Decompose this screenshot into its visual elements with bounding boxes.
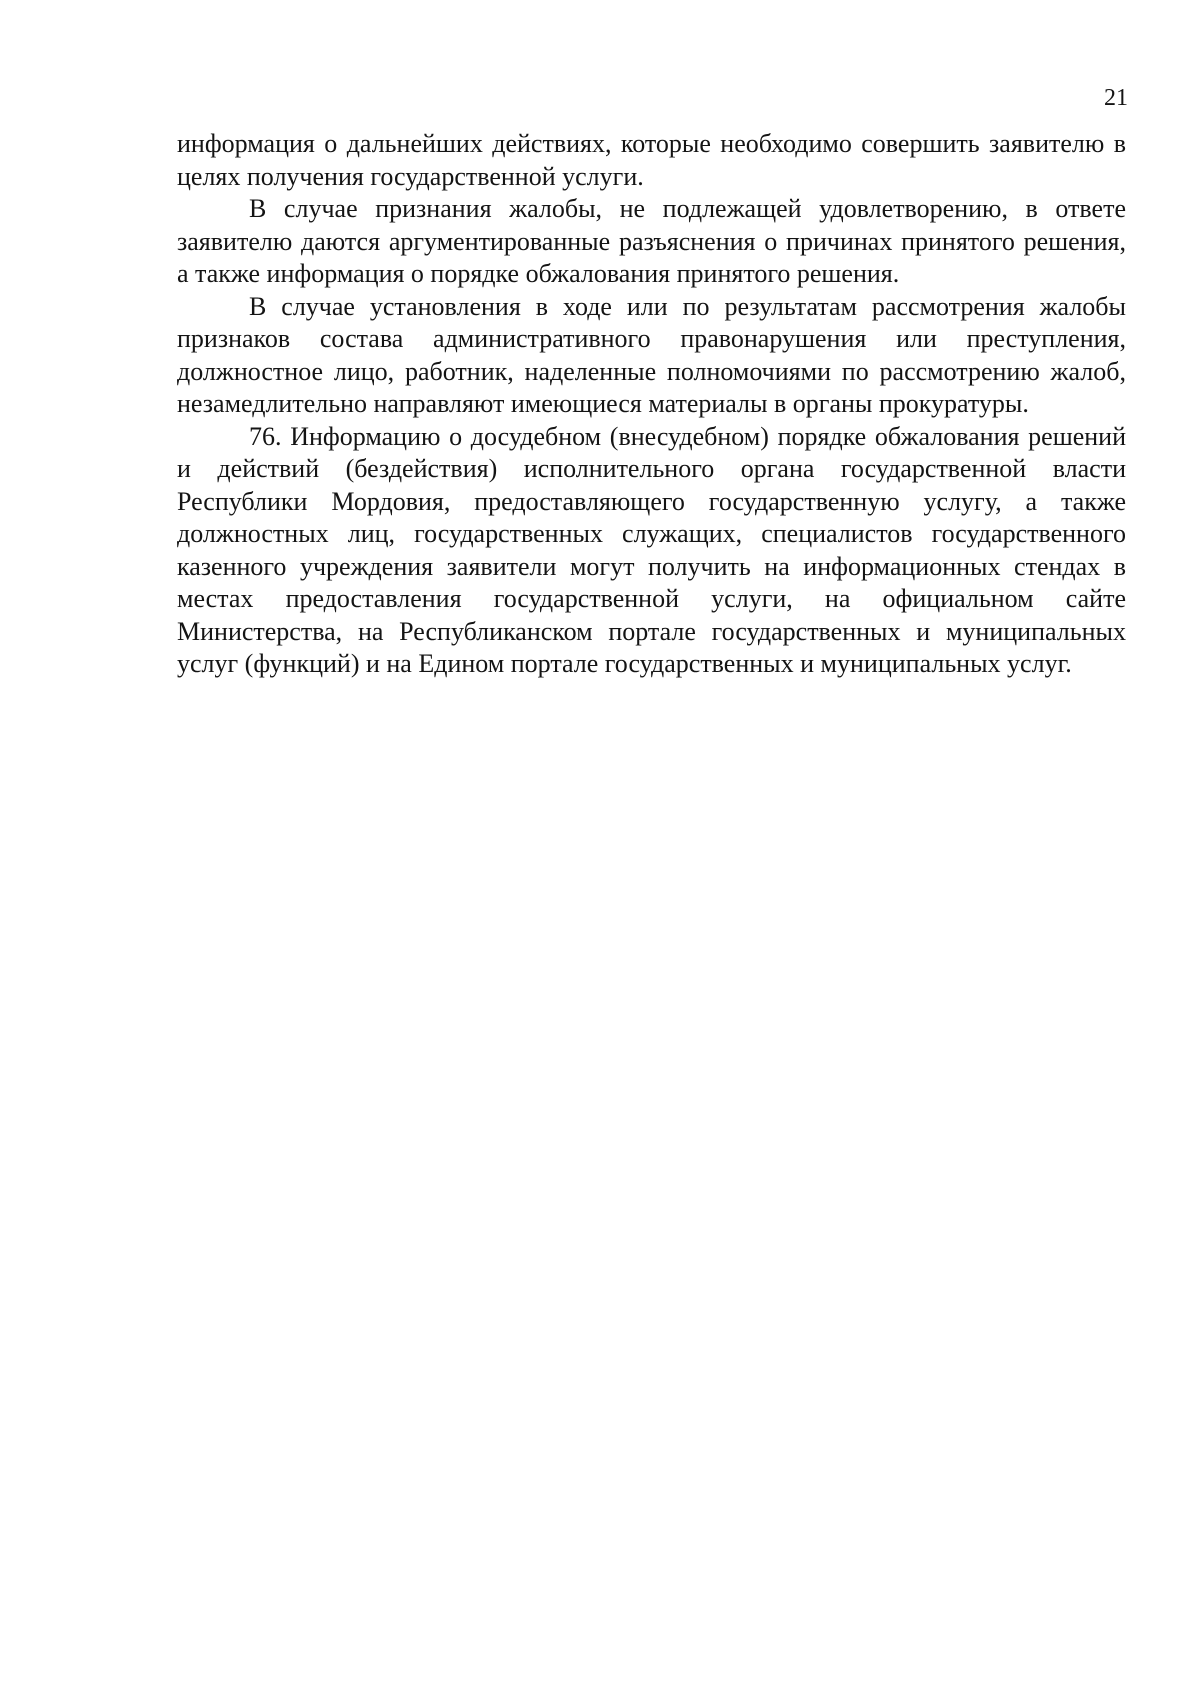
paragraph-continuation: информация о дальнейших действиях, которые необходимо совершить заявителю в целях получения государственной услуги. — [177, 129, 1126, 191]
page-number: 21 — [1104, 85, 1128, 111]
paragraph-76-appeal-info: 76. Информацию о досудебном (внесудебном) порядке обжалования решений и действий (бездействия) исполнительного органа государственной власти Республики Мордовия, предоставляющего государственную услугу, а также должностных лиц, государственных служащих, специалистов государственного казенного учреждения заявители могут получить на информационных стендах в местах предоставления государственной услуги, на официальном сайте Министерства, на Республиканском портале государственных и муниципальных услуг (функций) и на Едином портале государственных и муниципальных услуг. — [177, 421, 1126, 678]
paragraph-complaint-rejected: В случае признания жалобы, не подлежащей удовлетворению, в ответе заявителю даются аргументированные разъяснения о причинах принятого решения, а также информация о порядке обжалования принятого решения. — [177, 194, 1126, 288]
paragraph-violation-signs: В случае установления в ходе или по результатам рассмотрения жалобы признаков состава административного правонарушения или преступления, должностное лицо, работник, наделенные полномочиями по рассмотрению жалоб, незамедлительно направляют имеющиеся материалы в органы прокуратуры. — [177, 291, 1126, 418]
document-body — [177, 128, 1126, 681]
